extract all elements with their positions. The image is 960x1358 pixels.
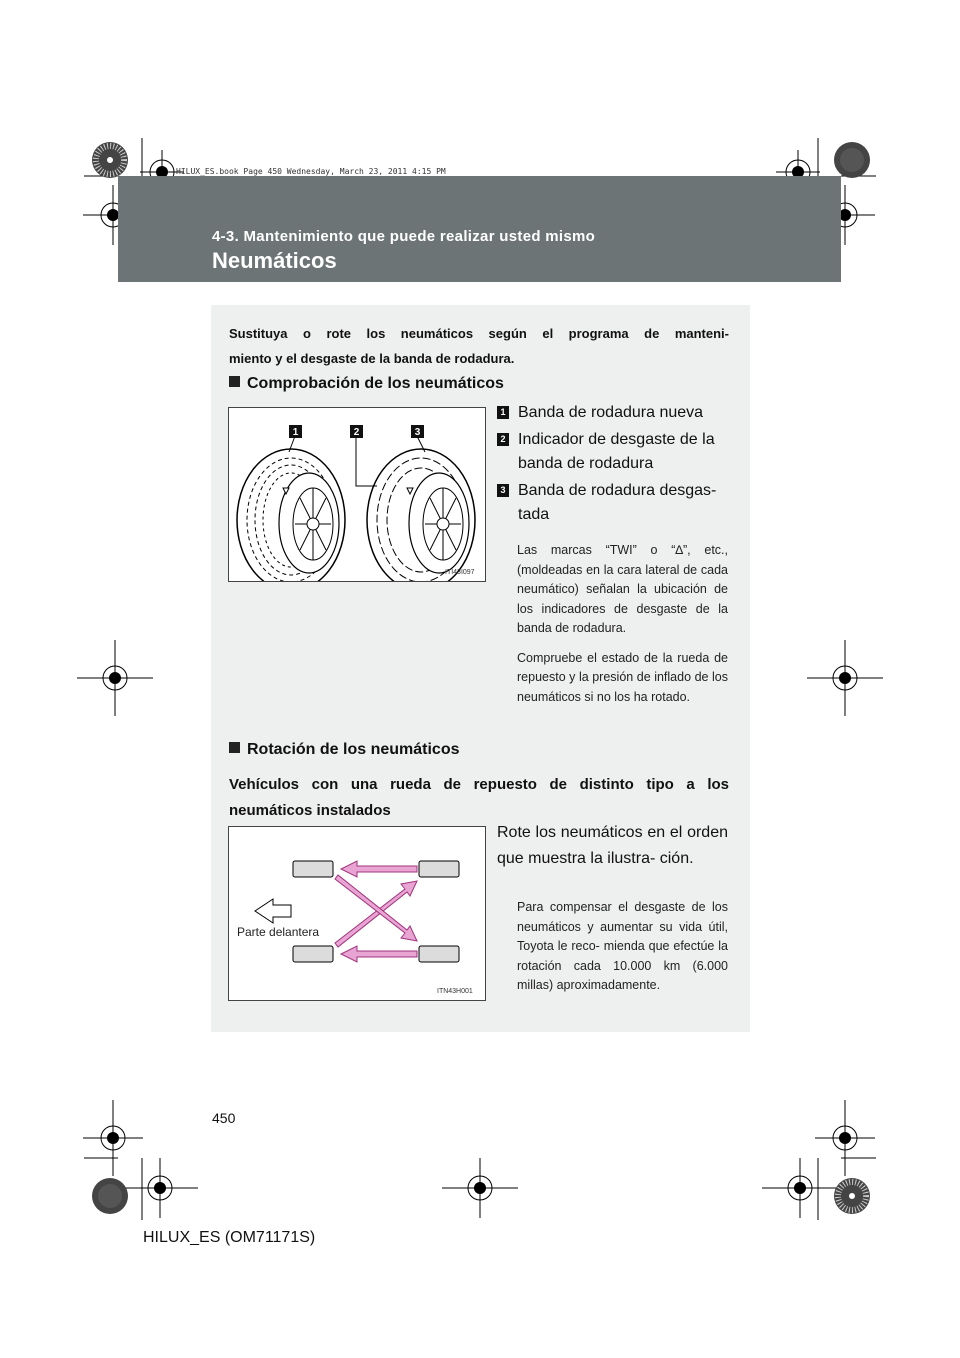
- tire-wear-figure: [228, 407, 486, 582]
- vehicle-type-heading: Vehículos con una rueda de repuesto de distinto tipo a los neumáticos instalados: [229, 776, 729, 819]
- intro-text: [229, 321, 729, 371]
- note-twi: Las marcas “TWI” o “∆”, etc., (moldeadas en la cara lateral de cada neumático) señalan la ubicación de los indicadores de desgaste de la banda de rodadura.: [517, 543, 728, 635]
- tire-illustration: [229, 408, 485, 581]
- rotation-diagram: [229, 827, 485, 1000]
- callout-list: [497, 401, 728, 707]
- front-right-tire-icon: [419, 861, 459, 877]
- list-item: [497, 479, 728, 527]
- breadcrumb: 4-3. Mantenimiento que puede realizar usted mismo: [212, 228, 596, 245]
- footer-doc-code: HILUX_ES (OM71171S): [143, 1229, 316, 1246]
- page-title: Neumáticos: [212, 248, 337, 273]
- list-item: [497, 428, 728, 476]
- figure-code-2: ITN43H001: [437, 988, 473, 995]
- list-item-text: Indicador de desgaste de la banda de rodadura: [518, 431, 715, 472]
- note-spare: Compruebe el estado de la rueda de repuesto y la presión de inflado de los neumáticos si no los ha rotado.: [517, 650, 728, 704]
- new-tire-icon: [237, 449, 345, 581]
- rotation-arrows: [335, 861, 417, 962]
- intro-line-1: Sustituya o rote los neumáticos según el programa de manteni-: [229, 326, 729, 341]
- front-left-tire-icon: [293, 861, 333, 877]
- callout-1: 1: [292, 427, 299, 438]
- callout-number-badge: 2: [497, 433, 509, 446]
- arrow-rear-icon: [341, 946, 417, 962]
- worn-tire-icon: [367, 449, 475, 581]
- list-item-text: Banda de rodadura nueva: [518, 404, 704, 421]
- list-item: [497, 401, 728, 425]
- section-heading-rotation: [229, 741, 459, 759]
- book-slug: HILUX_ES.book Page 450 Wednesday, March 23, 2011 4:15 PM: [176, 167, 446, 176]
- section-heading-check-text: Comprobación de los neumáticos: [247, 375, 504, 392]
- rear-right-tire-icon: [419, 946, 459, 962]
- arrow-front-icon: [341, 861, 417, 877]
- front-direction-arrow-icon: [255, 899, 291, 923]
- rotation-instruction: Rote los neumáticos en el orden que muestra la ilustra- ción.: [497, 824, 728, 867]
- rear-left-tire-icon: [293, 946, 333, 962]
- section-heading-check: [229, 375, 504, 393]
- callout-number-badge: 3: [497, 484, 509, 497]
- bullet-square-icon: [229, 376, 240, 387]
- figure-code-1: ITI43I097: [445, 569, 475, 576]
- callout-2: 2: [353, 427, 360, 438]
- list-item-text: Banda de rodadura desgas- tada: [518, 482, 717, 523]
- bullet-square-icon: [229, 742, 240, 753]
- front-label: Parte delantera: [237, 925, 320, 939]
- intro-line-2: miento y el desgaste de la banda de rodadura.: [229, 351, 515, 366]
- section-heading-rotation-text: Rotación de los neumáticos: [247, 741, 460, 758]
- callout-number-badge: 1: [497, 406, 509, 419]
- callout-3: 3: [414, 427, 421, 438]
- rotation-figure: [228, 826, 486, 1001]
- page-number: 450: [212, 1110, 236, 1126]
- rotation-note: Para compensar el desgaste de los neumáticos y aumentar su vida útil, Toyota le reco- mienda que efectúe la rotación cada 10.000 km (6.000 millas) aproximadamente.: [517, 900, 728, 992]
